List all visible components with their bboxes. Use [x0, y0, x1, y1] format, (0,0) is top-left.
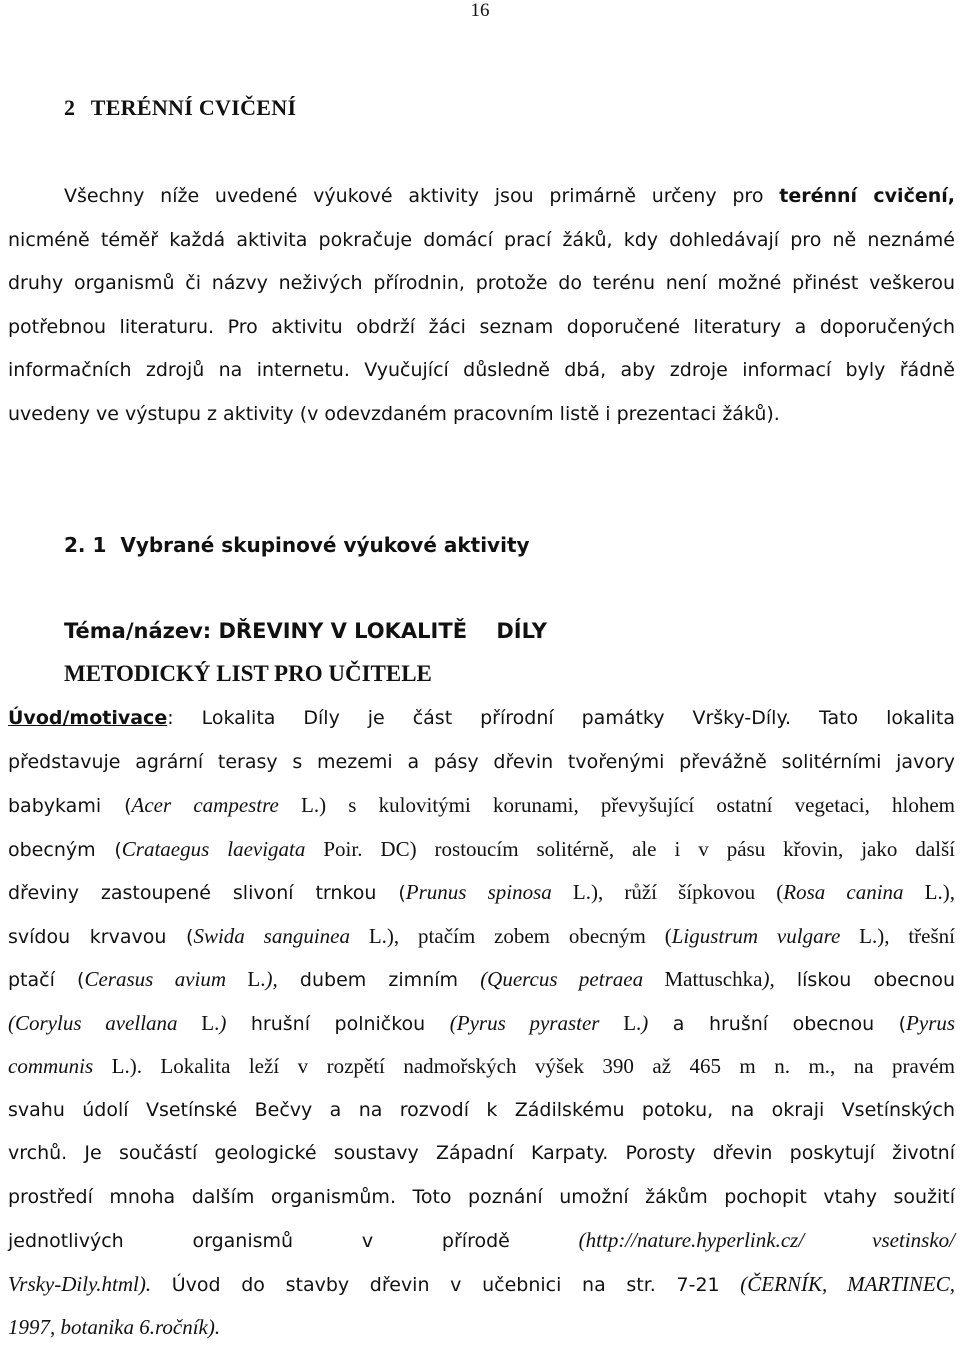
latin-name: Pyrus — [906, 1010, 956, 1035]
chapter-heading — [64, 95, 296, 121]
intro-line: uvedeny ve výstupu z aktivity (v odevzdaném pracovním listě i prezentaci žáků). — [8, 402, 780, 425]
latin-name: Ligustrum vulgare — [671, 923, 841, 948]
body-line: prostředí mnoha dalším organismům. Toto poznání umožní žákům pochopit vtahy soužití — [8, 1185, 955, 1208]
intro-paragraph — [8, 175, 955, 436]
methodology-heading: METODICKÝ LIST PRO UČITELE — [64, 661, 432, 686]
page-number: 16 — [470, 0, 490, 21]
latin-name: Rosa canina — [783, 880, 904, 904]
chapter-title: TERÉNNÍ CVIČENÍ — [90, 95, 297, 120]
body-line: Vrsky-Dily.html). Úvod do stavby dřevin v učebnici na str. 7-21 (ČERNÍK, MARTINEC, — [8, 1271, 955, 1296]
intro-line: Všechny níže uvedené výukové aktivity jsou primárně určeny pro terénní cvičení, — [64, 185, 955, 207]
body-line: obecným (Crataegus laevigata Poir. DC) rostoucím solitérně, ale i v pásu křovin, jako další — [8, 836, 955, 861]
lesson-body — [8, 697, 955, 1350]
latin-name: (Pyrus pyraster — [449, 1010, 600, 1035]
section-title: Vybrané skupinové výukové aktivity — [120, 533, 530, 557]
latin-name: (Quercus petraea — [480, 967, 644, 991]
theme-title: DŘEVINY V LOKALITĚ — [218, 619, 468, 643]
section-heading — [64, 531, 530, 559]
body-line: představuje agrární terasy s mezemi a pásy dřevin tvořenými převážně solitérními javory — [8, 750, 955, 773]
theme-label: Téma/název: — [64, 619, 212, 643]
latin-name: Acer campestre — [131, 793, 279, 817]
latin-name: (Corylus avellana — [8, 1010, 178, 1035]
latin-name: Crataegus laevigata — [121, 836, 306, 861]
intro-line: druhy organismů či názvy neživých přírodnin, protože do terénu není možné přinést veškerou — [8, 272, 955, 294]
source-link[interactable]: hyperlink.cz/ vsetinsko/ — [696, 1228, 955, 1252]
body-line: communis L.). Lokalita leží v rozpětí nadmořských výšek 390 až 465 m n. m., na pravém — [8, 1054, 955, 1078]
body-line: Úvod/motivace: Lokalita Díly je část přírodní památky Vršky-Díly. Tato lokalita — [8, 707, 955, 729]
latin-name: communis — [8, 1054, 94, 1078]
latin-name: Swida sanguinea — [193, 923, 350, 948]
body-line: babykami (Acer campestre L.) s kulovitými korunami, převyšující ostatní vegetaci, hlohem — [8, 793, 955, 817]
body-line: (Corylus avellana L.) hrušní polničkou (Pyrus pyraster L.) a hrušní obecnou (Pyrus — [8, 1010, 956, 1035]
source-link[interactable]: Vrsky-Dily.html). — [8, 1271, 152, 1296]
citation: (ČERNÍK, MARTINEC, — [740, 1271, 955, 1296]
theme-heading — [64, 616, 547, 646]
intro-line: potřebnou literaturu. Pro aktivitu obdrží žáci seznam doporučené literatury a doporučených — [8, 315, 955, 338]
body-line: jednotlivých organismů v přírodě (http://nature.hyperlink.cz/ vsetinsko/ — [8, 1228, 955, 1252]
chapter-number: 2 — [64, 95, 76, 120]
latin-name: Cerasus avium — [84, 967, 227, 991]
intro-label: Úvod/motivace — [8, 707, 168, 729]
body-line: svahu údolí Vsetínské Bečvy a na rozvodí k Zádilskému potoku, na okraji Vsetínských — [8, 1098, 955, 1121]
citation: 1997, botanika 6.ročník). — [8, 1315, 221, 1339]
intro-line: informačních zdrojů na internetu. Vyučující důsledně dbá, aby zdroje informací byly řádně — [8, 359, 955, 381]
body-line: dřeviny zastoupené slivoní trnkou (Prunus spinosa L.), růží šípkovou (Rosa canina L.), — [8, 880, 955, 904]
body-line: ptačí (Cerasus avium L.), dubem zimním (Quercus petraea Mattuschka), lískou obecnou — [8, 967, 956, 991]
emphasis-field-exercise: terénní cvičení, — [779, 185, 955, 207]
intro-line: nicméně téměř každá aktivita pokračuje domácí prací žáků, kdy dohledávají pro ně neznámé — [8, 228, 955, 251]
theme-title-suffix: DÍLY — [496, 619, 547, 643]
body-line: svídou krvavou (Swida sanguinea L.), ptačím zobem obecným (Ligustrum vulgare L.), třešní — [8, 923, 955, 948]
latin-name: Prunus spinosa — [405, 880, 552, 904]
section-number: 2. 1 — [64, 533, 107, 557]
body-line: vrchů. Je součástí geologické soustavy Západní Karpaty. Porosty dřevin poskytují životní — [8, 1142, 955, 1164]
source-link[interactable]: (http://nature. — [578, 1228, 697, 1252]
